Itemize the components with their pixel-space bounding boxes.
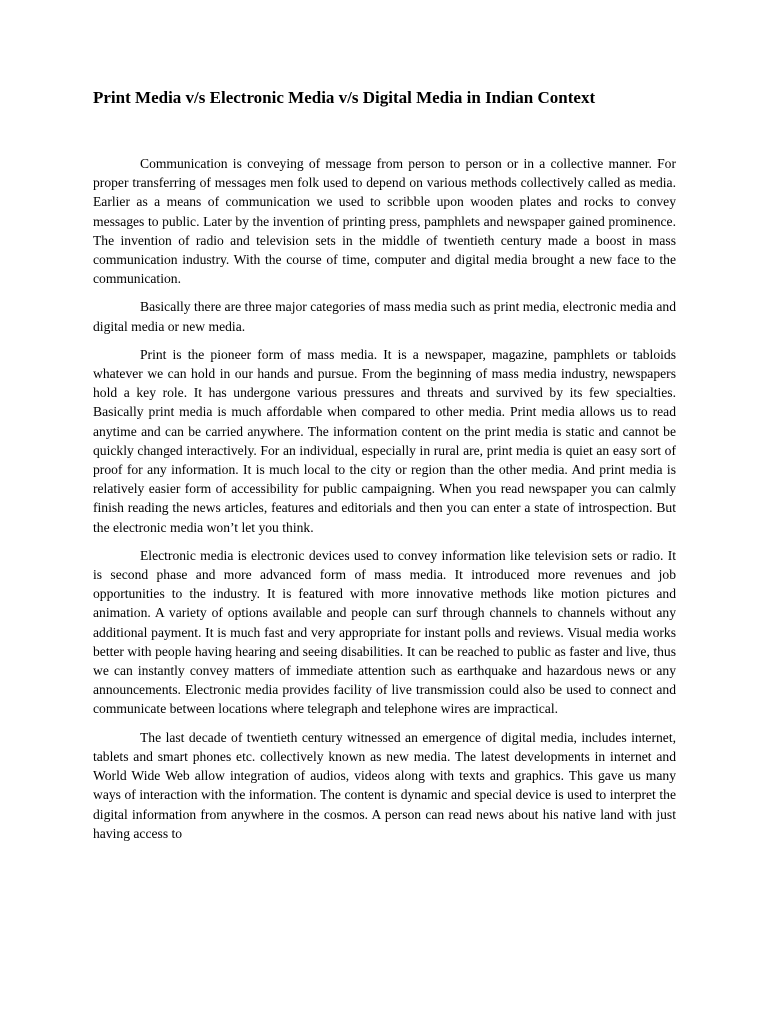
paragraph-digital-media: The last decade of twentieth century witnessed an emergence of digital media, includes internet, tablets and smart phones etc. collectively known as new media. The latest developments in internet and World Wide Web allow integration of audios, videos along with texts and graphics. This gave us many ways of interaction with the information. The content is dynamic and special device is used to interpret the digital information from anywhere in the cosmos. A person can read news about his native land with just having access to — [93, 729, 676, 841]
paragraph-communication: Communication is conveying of message from person to person or in a collective manner. For proper transferring of messages men folk used to depend on various methods collectively called as media. Earlier as a means of communication we used to scribble upon wooden plates and rocks to convey messages to public. Later by the invention of printing press, pamphlets and newspaper gained prominence. The invention of radio and television sets in the middle of twentieth century made a boost in mass communication industry. With the course of time, computer and digital media brought a new face to the communication. — [93, 156, 676, 287]
paragraph-electronic-media: Electronic media is electronic devices used to convey information like television sets or radio. It is second phase and more advanced form of mass media. It introduced more revenues and job opportunities to the industry. It is featured with more innovative methods like motion pictures and animation. A variety of options available and people can surf through channels to channels without any additional payment. It is much fast and very appropriate for instant polls and reviews. Visual media works better with people having hearing and seeing disabilities. It can be reached to public as faster and live, thus we can instantly convey matters of immediate attention such as earthquake and hazardous news or any announcements. Electronic media provides facility of live transmission could also be used to connect and communicate between locations where telegraph and telephone wires are impractical. — [93, 547, 676, 717]
document-title: Print Media v/s Electronic Media v/s Digital Media in Indian Context — [93, 88, 596, 107]
paragraph-print-media: Print is the pioneer form of mass media. It is a newspaper, magazine, pamphlets or tabloids whatever we can hold in our hands and pursue. From the beginning of mass media industry, newspapers hold a key role. It has undergone various pressures and threats and survived by its few specialties. Basically print media is much affordable when compared to other media. Print media allows us to read anytime and can be carried anywhere. The information content on the print media is static and cannot be quickly changed interactively. For an individual, especially in rural are, print media is quiet an easy sort of proof for any information. It is much local to the city or region than the other media. And print media is relatively easier form of accessibility for public campaigning. When you read newspaper you can calmly finish reading the news articles, features and editorials and then you can enter a state of introspection. But the electronic media won’t let you think. — [93, 346, 676, 535]
paragraph-categories: Basically there are three major categories of mass media such as print media, electronic media and digital media or new media. — [93, 299, 676, 334]
